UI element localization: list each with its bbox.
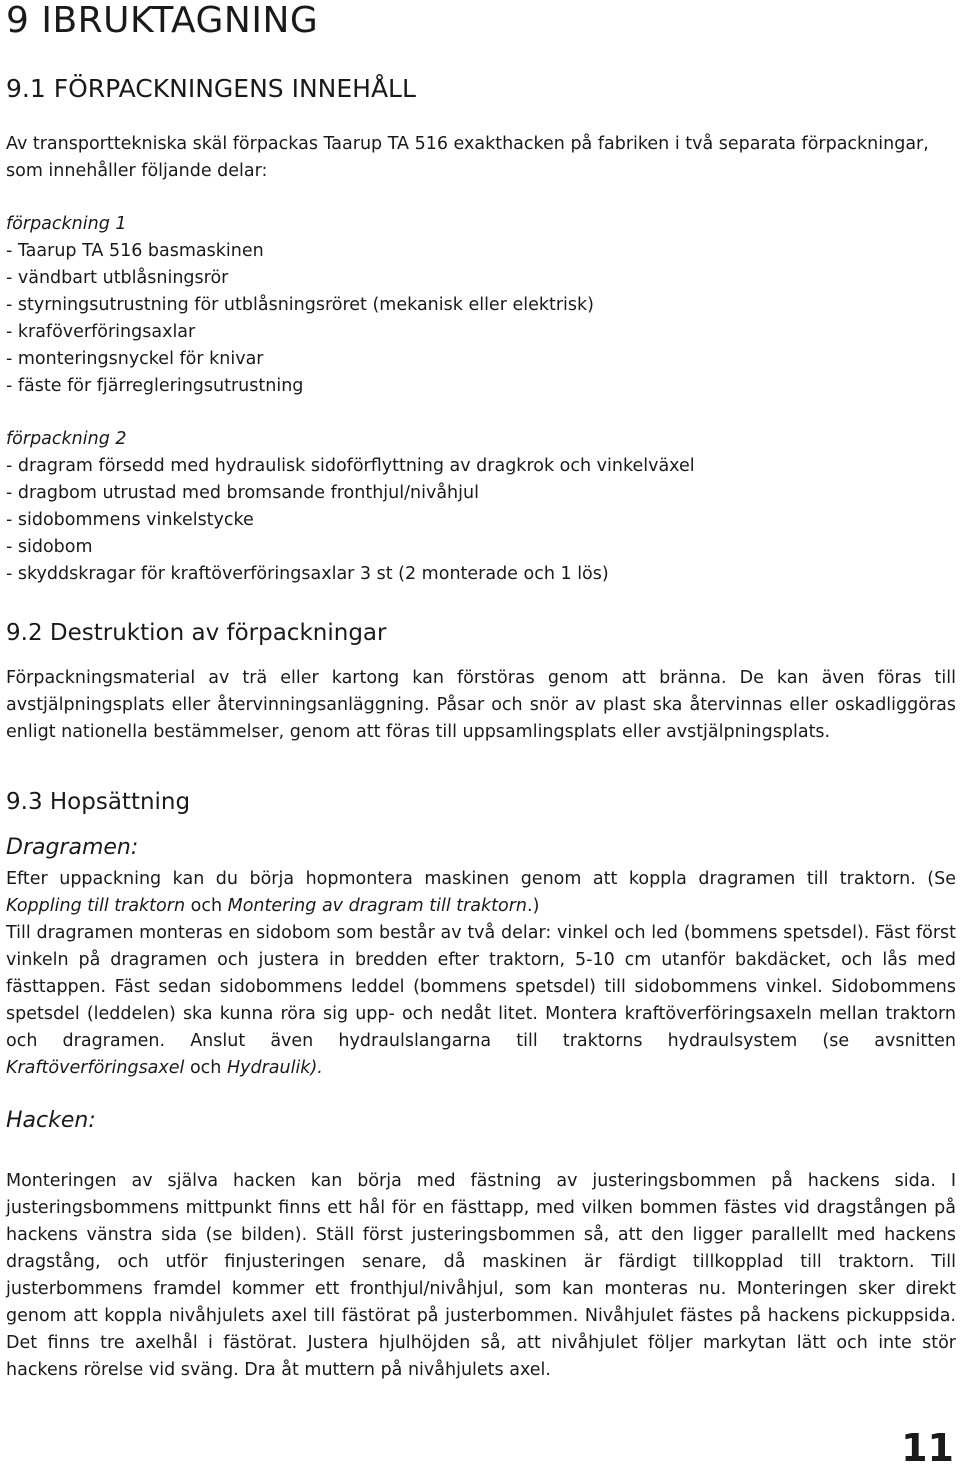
dragramen-paragraph-2 [6,920,956,1082]
dragramen-heading: Dragramen: [6,835,139,860]
section-9-2-text: Förpackningsmaterial av trä eller kartong kan förstöras genom att bränna. De kan även föras till avstjälpningsplats eller återvinningsanläggning. Påsar och snör av plast ska återvinnas eller oskadliggöras enligt nationella bestämmelser, genom att föras till uppsamlingsplats eller avstjälpningsplats. [6,668,956,742]
list-item: - skyddskragar för kraftöverföringsaxlar 3 st (2 monterade och 1 lös) [6,564,609,584]
section-9-1-intro [6,131,956,185]
dragramen-p1-line-2 [6,893,956,920]
hacken-heading: Hacken: [6,1108,96,1133]
ref-hydraulik: Hydraulik). [226,1058,323,1078]
ref-montering: Montering av dragram till traktorn [227,896,528,916]
text-och-2: och [184,1058,227,1078]
list-item: - dragram försedd med hydraulisk sidoförflyttning av dragkrok och vinkelväxel [6,456,695,476]
dragramen-p1-line-1: Efter uppackning kan du börja hopmontera maskinen genom att koppla dragramen till traktorn. (Se [6,869,956,889]
package-1-label: förpackning 1 [6,214,127,234]
list-item: - vändbart utblåsningsrör [6,268,229,288]
list-item: - fäste för fjärregleringsutrustning [6,376,304,396]
section-9-2-title: 9.2 Destruktion av förpackningar [6,620,387,646]
page-number: 11 [901,1426,954,1470]
section-9-1-title: 9.1 FÖRPACKNINGENS INNEHÅLL [6,74,416,103]
list-item: - sidobommens vinkelstycke [6,510,254,530]
list-item: - sidobom [6,537,93,557]
package-2-list [6,426,695,588]
ref-kraftoverforingsaxel: Kraftöverföringsaxel [6,1058,185,1078]
intro-line-1: Av transporttekniska skäl förpackas Taarup TA 516 exakthacken på fabriken i två separata förpackningar, [6,134,929,154]
section-9-3-title: 9.3 Hopsättning [6,789,191,815]
hacken-paragraph: Monteringen av själva hacken kan börja med fästning av justeringsbommen på hackens sida. I justeringsbommens mittpunkt finns ett hål för en fästtapp, med vilken bommen fästes vid dragstången på hackens vänstra sida (se bilden). Ställ först justeringsbommen så, att den ligger parallellt med hackens dragstång, och utför finjusteringen senare, då maskinen är färdigt tillkopplad till traktorn. Till justerbommens framdel kommer ett fronthjul/nivåhjul, som kan monteras nu. Monteringen sker direkt genom att koppla nivåhjulets axel till fästörat på justerbommen. Nivåhjulet fästes på hackens pickuppsida. Det finns tre axelhål i fästörat. Justera hjulhöjden så, att nivåhjulet följer markytan lätt och inte stör hackens rörelse vid sväng. Dra åt muttern på nivåhjulets axel. [6,1171,956,1380]
text-end: .) [527,896,540,916]
dragramen-p2-text: Till dragramen monteras en sidobom som består av två delar: vinkel och led (bommens spetsdel). Fäst först vinkeln på dragramen och justera in bredden efter traktorn, 5-10 cm utanför bakdäcket, och lås med fästtappen. Fäst sedan sidobommens leddel (bommens spetsdel) till sidobommens vinkel. Sidobommens spetsdel (leddelen) ska kunna röra sig upp- och nedåt litet. Montera kraftöverföringsaxeln mellan traktorn och dragramen. Anslut även hydraulslangarna till traktorns hydraulsystem (se avsnitten [6,923,956,1051]
list-item: - dragbom utrustad med bromsande fronthjul/nivåhjul [6,483,479,503]
list-item: - kraföverföringsaxlar [6,322,196,342]
package-1-list [6,211,594,400]
list-item: - Taarup TA 516 basmaskinen [6,241,264,261]
dragramen-paragraph-1 [6,866,956,920]
chapter-heading: 9 IBRUKTAGNING [6,0,319,41]
text-och: och [185,896,228,916]
ref-koppling: Koppling till traktorn [6,896,186,916]
list-item: - monteringsnyckel för knivar [6,349,264,369]
list-item: - styrningsutrustning för utblåsningsröret (mekanisk eller elektrisk) [6,295,594,315]
package-2-label: förpackning 2 [6,429,127,449]
intro-line-2: som innehåller följande delar: [6,161,268,181]
